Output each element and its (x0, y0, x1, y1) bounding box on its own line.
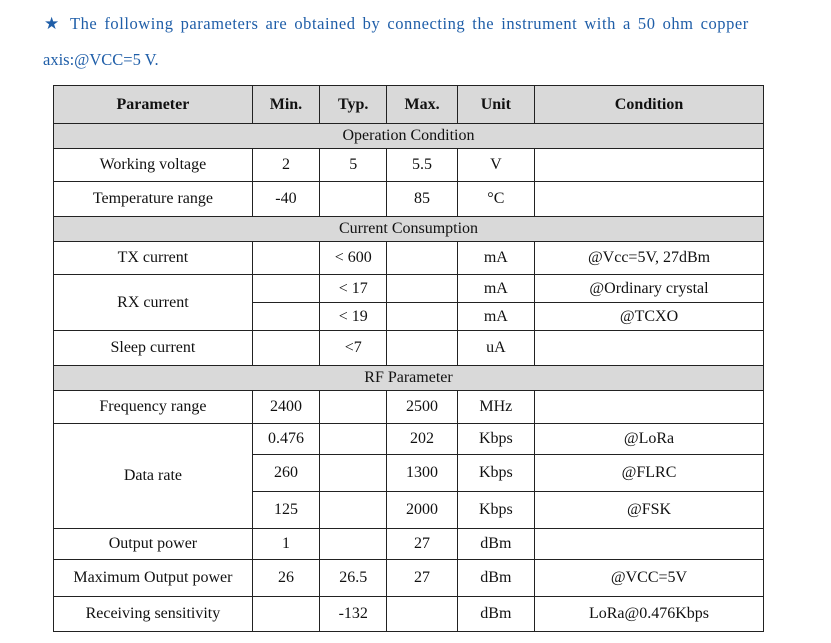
header-unit: Unit (457, 86, 534, 124)
table-row (54, 182, 764, 217)
table-row (54, 242, 764, 275)
max-cell (387, 303, 457, 331)
min-cell: 2400 (252, 391, 319, 424)
table-row (54, 331, 764, 366)
max-cell (387, 597, 457, 632)
intro-text-2: axis:@VCC=5 V. (43, 50, 159, 69)
param-cell: Temperature range (54, 182, 253, 217)
condition-cell: @VCC=5V (535, 560, 764, 597)
condition-cell (535, 149, 764, 182)
unit-cell: °C (457, 182, 534, 217)
min-cell: 125 (252, 492, 319, 529)
param-cell: Frequency range (54, 391, 253, 424)
star-icon: ★ (44, 14, 60, 33)
intro-text-1: The following parameters are obtained by connecting the instrument with a 50 ohm copper (70, 14, 749, 33)
min-cell: 2 (252, 149, 319, 182)
param-cell: Sleep current (54, 331, 253, 366)
typ-cell: < 19 (320, 303, 387, 331)
unit-cell: MHz (457, 391, 534, 424)
section-rf-parameter: RF Parameter (54, 366, 764, 391)
condition-cell (535, 182, 764, 217)
max-cell (387, 275, 457, 303)
condition-cell: @FLRC (535, 455, 764, 492)
min-cell (252, 242, 319, 275)
max-cell: 5.5 (387, 149, 457, 182)
header-min: Min. (252, 86, 319, 124)
param-cell: Working voltage (54, 149, 253, 182)
table-row (54, 391, 764, 424)
typ-cell: < 17 (320, 275, 387, 303)
section-operation-condition: Operation Condition (54, 124, 764, 149)
min-cell (252, 275, 319, 303)
typ-cell (320, 182, 387, 217)
param-cell: RX current (54, 275, 253, 331)
max-cell (387, 242, 457, 275)
table-row (54, 597, 764, 632)
typ-cell (320, 492, 387, 529)
param-cell: Output power (54, 529, 253, 560)
table-row (54, 149, 764, 182)
header-parameter: Parameter (54, 86, 253, 124)
table-row (54, 424, 764, 455)
typ-cell (320, 391, 387, 424)
typ-cell: < 600 (320, 242, 387, 275)
max-cell: 2000 (387, 492, 457, 529)
unit-cell: Kbps (457, 492, 534, 529)
condition-cell (535, 331, 764, 366)
typ-cell: <7 (320, 331, 387, 366)
max-cell: 85 (387, 182, 457, 217)
table-row (54, 275, 764, 303)
unit-cell: V (457, 149, 534, 182)
unit-cell: dBm (457, 597, 534, 632)
unit-cell: mA (457, 275, 534, 303)
condition-cell: @Ordinary crystal (535, 275, 764, 303)
unit-cell: dBm (457, 560, 534, 597)
header-typ: Typ. (320, 86, 387, 124)
param-cell: TX current (54, 242, 253, 275)
header-condition: Condition (535, 86, 764, 124)
param-cell: Data rate (54, 424, 253, 529)
section-row (54, 124, 764, 149)
min-cell: 260 (252, 455, 319, 492)
unit-cell: dBm (457, 529, 534, 560)
parameter-table (53, 85, 764, 632)
condition-cell: @Vcc=5V, 27dBm (535, 242, 764, 275)
intro-note (44, 6, 804, 78)
max-cell: 2500 (387, 391, 457, 424)
min-cell: 26 (252, 560, 319, 597)
condition-cell: @LoRa (535, 424, 764, 455)
header-max: Max. (387, 86, 457, 124)
unit-cell: mA (457, 303, 534, 331)
min-cell (252, 331, 319, 366)
typ-cell: -132 (320, 597, 387, 632)
max-cell: 202 (387, 424, 457, 455)
unit-cell: mA (457, 242, 534, 275)
max-cell: 27 (387, 529, 457, 560)
typ-cell (320, 455, 387, 492)
condition-cell: @TCXO (535, 303, 764, 331)
condition-cell (535, 391, 764, 424)
condition-cell (535, 529, 764, 560)
table-header-row (54, 86, 764, 124)
condition-cell: LoRa@0.476Kbps (535, 597, 764, 632)
min-cell: -40 (252, 182, 319, 217)
section-current-consumption: Current Consumption (54, 217, 764, 242)
typ-cell (320, 529, 387, 560)
typ-cell: 5 (320, 149, 387, 182)
table-row (54, 560, 764, 597)
max-cell (387, 331, 457, 366)
min-cell: 1 (252, 529, 319, 560)
condition-cell: @FSK (535, 492, 764, 529)
typ-cell (320, 424, 387, 455)
param-cell: Receiving sensitivity (54, 597, 253, 632)
min-cell (252, 303, 319, 331)
typ-cell: 26.5 (320, 560, 387, 597)
unit-cell: Kbps (457, 455, 534, 492)
min-cell: 0.476 (252, 424, 319, 455)
param-cell: Maximum Output power (54, 560, 253, 597)
unit-cell: Kbps (457, 424, 534, 455)
unit-cell: uA (457, 331, 534, 366)
max-cell: 1300 (387, 455, 457, 492)
section-row (54, 217, 764, 242)
intro-line-1 (44, 6, 804, 42)
max-cell: 27 (387, 560, 457, 597)
section-row (54, 366, 764, 391)
min-cell (252, 597, 319, 632)
table-row (54, 529, 764, 560)
